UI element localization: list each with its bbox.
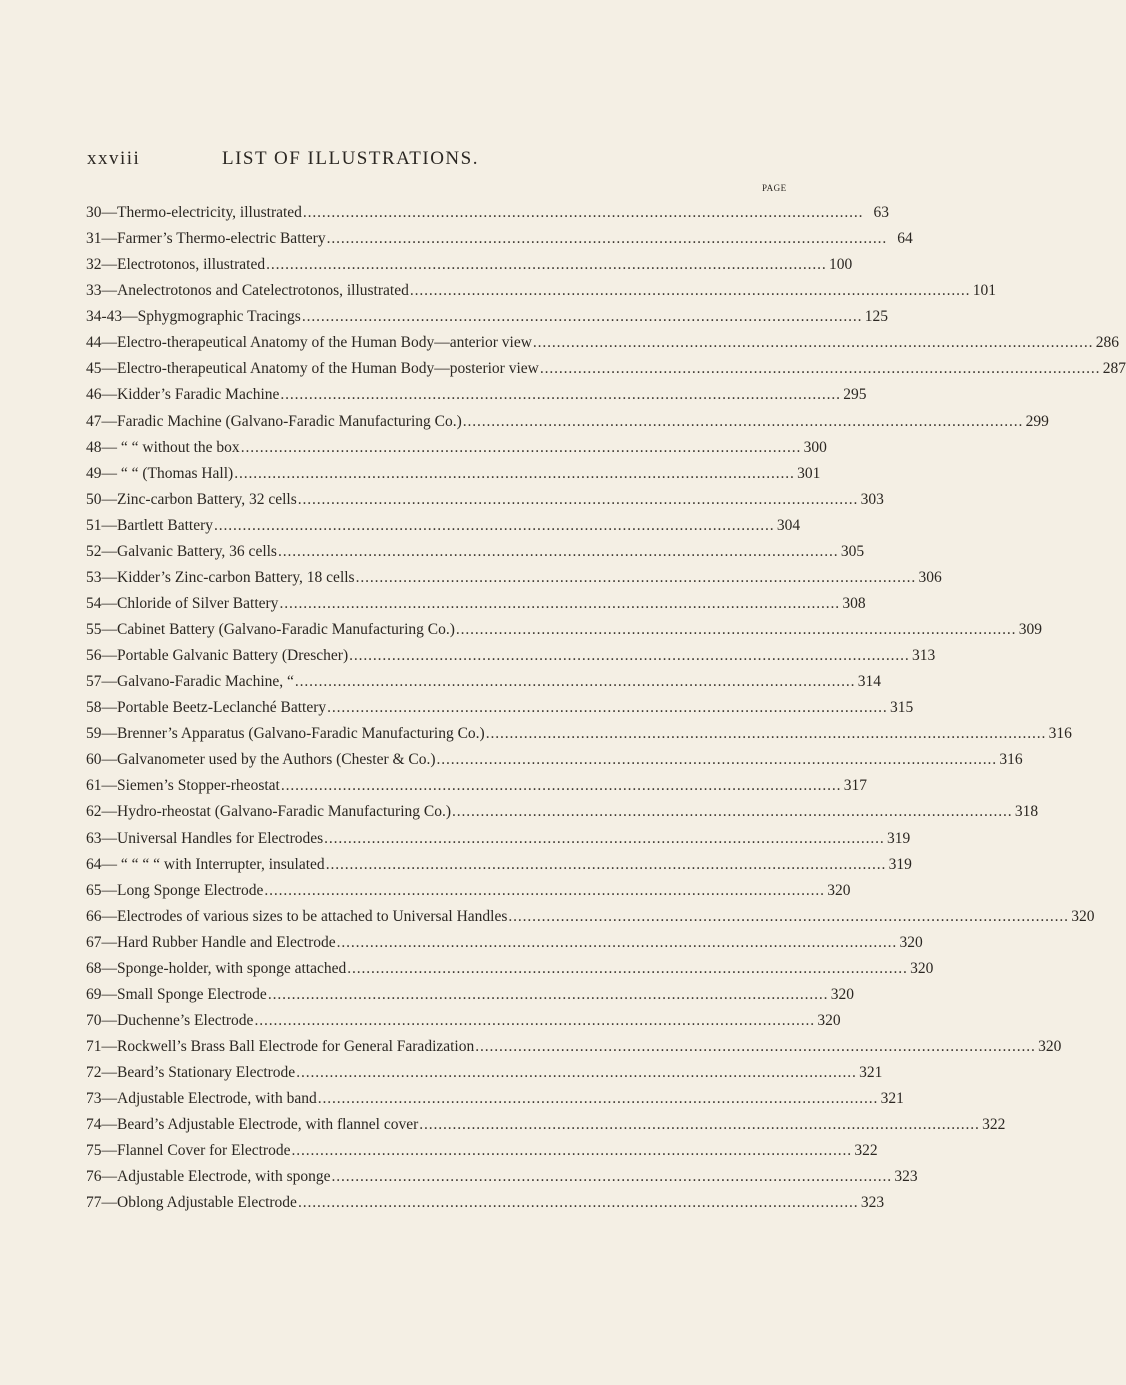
- dot-leader: [356, 565, 914, 591]
- entry-page-number: 300: [803, 438, 827, 456]
- entry-page-number: 125: [864, 308, 888, 326]
- entry-page-number: 318: [1014, 803, 1039, 821]
- entry-page-number: 313: [911, 647, 936, 665]
- dot-leader: [318, 1086, 876, 1112]
- list-item: [86, 721, 1072, 747]
- dot-leader: [486, 721, 1044, 747]
- list-item: [86, 1060, 883, 1086]
- dot-leader: [327, 695, 885, 721]
- list-item: [86, 1008, 841, 1034]
- entry-page-number: 308: [842, 594, 866, 612]
- entry-title: 46—Kidder’s Faradic Machine: [86, 386, 280, 404]
- list-item: [86, 461, 821, 487]
- entry-page-number: 320: [1071, 907, 1095, 925]
- entry-title: 34-43—Sphygmographic Tracings: [86, 308, 301, 326]
- list-item: [86, 747, 1023, 773]
- entry-page-number: 322: [982, 1116, 1006, 1134]
- entry-title: 77—Oblong Adjustable Electrode: [86, 1194, 297, 1212]
- list-item: [86, 1138, 878, 1164]
- entry-page-number: 63: [873, 204, 890, 221]
- dot-leader: [278, 539, 836, 565]
- dot-leader: [214, 513, 772, 539]
- dot-leader: [279, 591, 837, 617]
- dot-leader: [327, 226, 885, 252]
- dot-leader: [349, 643, 907, 669]
- entry-page-number: 314: [857, 673, 882, 691]
- entry-title: 70—Duchenne’s Electrode: [86, 1011, 254, 1029]
- entry-title: 56—Portable Galvanic Battery (Drescher): [86, 647, 349, 665]
- list-item: [86, 409, 1049, 435]
- entry-title: 64— “ “ “ “ with Interrupter, insulated: [86, 855, 325, 873]
- entry-title: 60—Galvanometer used by the Authors (Chester & Co.): [86, 751, 436, 769]
- entry-page-number: 321: [880, 1090, 904, 1108]
- entry-page-number: 317: [843, 777, 867, 795]
- list-item: [86, 1086, 904, 1112]
- dot-leader: [437, 747, 995, 773]
- entry-page-number: 305: [840, 542, 865, 560]
- entry-title: 68—Sponge-holder, with sponge attached: [86, 959, 347, 977]
- list-item: [86, 304, 888, 330]
- list-item: [86, 1034, 1062, 1060]
- dot-leader: [463, 409, 1021, 435]
- list-item: [86, 799, 1039, 825]
- entry-title: 73—Adjustable Electrode, with band: [86, 1090, 317, 1108]
- dot-leader: [540, 356, 1098, 382]
- list-item: [86, 930, 923, 956]
- entry-title: 49— “ “ (Thomas Hall): [86, 464, 234, 482]
- entry-title: 52—Galvanic Battery, 36 cells: [86, 542, 277, 560]
- entry-page-number: 320: [899, 933, 923, 951]
- list-item: [86, 435, 827, 461]
- entry-title: 59—Brenner’s Apparatus (Galvano-Faradic Manufacturing Co.): [86, 725, 485, 743]
- entry-page-number: 299: [1025, 412, 1049, 430]
- entry-page-number: 320: [830, 985, 854, 1003]
- dot-leader: [295, 669, 853, 695]
- entry-page-number: 316: [1048, 725, 1072, 743]
- entry-page-number: 319: [887, 829, 911, 847]
- entry-page-number: 322: [854, 1142, 878, 1160]
- dot-leader: [281, 773, 839, 799]
- list-item: [86, 695, 914, 721]
- entry-title: 51—Bartlett Battery: [86, 516, 213, 534]
- entry-title: 50—Zinc-carbon Battery, 32 cells: [86, 490, 297, 508]
- entry-title: 32—Electrotonos, illustrated: [86, 256, 266, 274]
- entry-page-number: 306: [918, 568, 942, 586]
- list-item: [86, 226, 913, 252]
- entry-page-number: 100: [828, 256, 853, 274]
- entry-title: 47—Faradic Machine (Galvano-Faradic Manufacturing Co.): [86, 412, 462, 430]
- list-item: [86, 200, 890, 226]
- list-item: [86, 878, 851, 904]
- dot-leader: [266, 252, 824, 278]
- dot-leader: [332, 1164, 890, 1190]
- entry-page-number: 316: [999, 751, 1023, 769]
- entry-title: 63—Universal Handles for Electrodes: [86, 829, 324, 847]
- dot-leader: [280, 382, 838, 408]
- dot-leader: [533, 330, 1091, 356]
- page-header: [87, 148, 567, 170]
- entry-page-number: 304: [776, 516, 801, 534]
- entry-title: 55—Cabinet Battery (Galvano-Faradic Manufacturing Co.): [86, 621, 455, 638]
- list-item: [86, 982, 854, 1008]
- dot-leader: [475, 1034, 1033, 1060]
- dot-leader: [410, 278, 968, 304]
- entry-title: 44—Electro-therapeutical Anatomy of the Human Body—anterior view: [86, 334, 532, 352]
- entry-page-number: 303: [860, 490, 884, 508]
- entry-page-number: 301: [797, 464, 821, 482]
- list-item: [86, 252, 853, 278]
- entry-page-number: 323: [894, 1168, 918, 1186]
- list-item: [86, 1112, 1006, 1138]
- entry-title: 74—Beard’s Adjustable Electrode, with flannel cover: [86, 1116, 419, 1134]
- entry-page-number: 320: [1038, 1038, 1062, 1055]
- list-item: [86, 513, 801, 539]
- entry-title: 72—Beard’s Stationary Electrode: [86, 1064, 296, 1082]
- entry-page-number: 64: [897, 230, 913, 248]
- dot-leader: [254, 1008, 812, 1034]
- entry-title: 45—Electro-therapeutical Anatomy of the Human Body—posterior view: [86, 360, 539, 378]
- list-item: [86, 617, 1042, 643]
- entry-title: 67—Hard Rubber Handle and Electrode: [86, 933, 336, 951]
- dot-leader: [452, 799, 1010, 825]
- list-item: [86, 1190, 885, 1216]
- list-item: [86, 330, 1120, 356]
- dot-leader: [296, 1060, 854, 1086]
- entry-title: 30—Thermo-electricity, illustrated: [86, 204, 302, 221]
- dot-leader: [456, 617, 1014, 643]
- illustration-list: [86, 200, 1126, 1216]
- list-item: [86, 356, 1126, 382]
- dot-leader: [347, 956, 905, 982]
- dot-leader: [234, 461, 792, 487]
- entry-page-number: 321: [859, 1064, 883, 1082]
- list-item: [86, 278, 996, 304]
- page-title: LIST OF ILLUSTRATIONS.: [222, 148, 479, 169]
- entry-title: 69—Small Sponge Electrode: [86, 985, 267, 1003]
- list-item: [86, 591, 866, 617]
- dot-leader: [337, 930, 895, 956]
- page-column-label: PAGE: [762, 183, 787, 193]
- list-item: [86, 773, 867, 799]
- entry-page-number: 320: [910, 959, 934, 977]
- entry-title: 65—Long Sponge Electrode: [86, 881, 264, 899]
- list-item: [86, 826, 911, 852]
- page-number: xxviii: [87, 148, 141, 169]
- entry-title: 71—Rockwell’s Brass Ball Electrode for General Faradization: [86, 1038, 475, 1055]
- dot-leader: [326, 852, 884, 878]
- entry-title: 33—Anelectrotonos and Catelectrotonos, illustrated: [86, 282, 409, 300]
- entry-title: 58—Portable Beetz-Leclanché Battery: [86, 699, 327, 717]
- list-item: [86, 904, 1095, 930]
- entry-page-number: 323: [860, 1194, 885, 1212]
- entry-title: 61—Siemen’s Stopper-rheostat: [86, 777, 280, 795]
- list-item: [86, 565, 942, 591]
- list-item: [86, 956, 934, 982]
- entry-page-number: 309: [1018, 621, 1042, 638]
- dot-leader: [298, 487, 856, 513]
- list-item: [86, 487, 884, 513]
- dot-leader: [291, 1138, 849, 1164]
- list-item: [86, 539, 865, 565]
- entry-title: 48— “ “ without the box: [86, 438, 240, 456]
- entry-page-number: 295: [843, 386, 867, 404]
- entry-page-number: 320: [827, 881, 851, 899]
- entry-page-number: 101: [972, 282, 996, 300]
- list-item: [86, 643, 936, 669]
- entry-page-number: 287: [1102, 360, 1126, 378]
- entry-title: 62—Hydro-rheostat (Galvano-Faradic Manufacturing Co.): [86, 803, 451, 821]
- dot-leader: [324, 826, 882, 852]
- entry-title: 54—Chloride of Silver Battery: [86, 594, 279, 612]
- list-item: [86, 669, 882, 695]
- entry-title: 75—Flannel Cover for Electrode: [86, 1142, 291, 1160]
- entry-title: 57—Galvano-Faradic Machine, “: [86, 673, 294, 691]
- list-item: [86, 852, 912, 878]
- dot-leader: [302, 304, 860, 330]
- entry-page-number: 315: [890, 699, 914, 717]
- entry-title: 76—Adjustable Electrode, with sponge: [86, 1168, 331, 1186]
- entry-page-number: 286: [1095, 334, 1120, 352]
- dot-leader: [419, 1112, 977, 1138]
- dot-leader: [298, 1190, 856, 1216]
- list-item: [86, 1164, 918, 1190]
- entry-page-number: 320: [817, 1011, 841, 1029]
- dot-leader: [268, 982, 826, 1008]
- entry-title: 53—Kidder’s Zinc-carbon Battery, 18 cells: [86, 568, 355, 586]
- entry-title: 66—Electrodes of various sizes to be attached to Universal Handles: [86, 907, 508, 925]
- entry-page-number: 319: [888, 855, 912, 873]
- dot-leader: [241, 435, 799, 461]
- dot-leader: [264, 878, 822, 904]
- list-item: [86, 382, 867, 408]
- entry-title: 31—Farmer’s Thermo-electric Battery: [86, 230, 326, 248]
- dot-leader: [303, 200, 861, 226]
- dot-leader: [508, 904, 1066, 930]
